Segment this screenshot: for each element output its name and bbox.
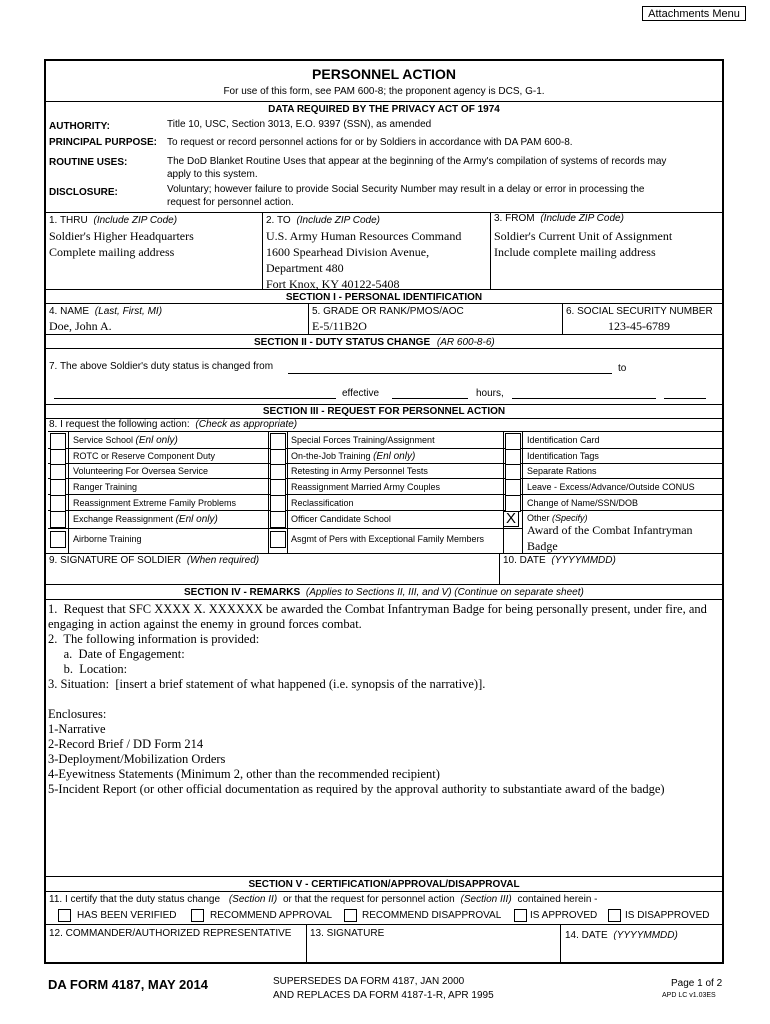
- name-hint: (Last, First, MI): [94, 306, 163, 317]
- status-to-label: to: [618, 363, 627, 374]
- from-hint: (Include ZIP Code): [540, 213, 624, 224]
- request-label: [49, 419, 297, 430]
- checkbox-ocs[interactable]: [270, 511, 286, 528]
- checkbox-recommend-approval[interactable]: [191, 909, 204, 922]
- form-number: DA FORM 4187, MAY 2014: [48, 977, 208, 992]
- reclassification-label: Reclassification: [291, 498, 354, 508]
- disclosure-text-2: request for personnel action.: [167, 197, 294, 208]
- other-line-1: Award of the Combat Infantryman: [527, 523, 693, 537]
- purpose-label: PRINCIPAL PURPOSE:: [49, 137, 157, 148]
- checkbox-disapproved[interactable]: [608, 909, 621, 922]
- purpose-text: To request or record personnel actions for or by Soldiers in accordance with DA PAM 600-8.: [167, 137, 573, 148]
- routine-text-2: apply to this system.: [167, 169, 258, 180]
- thru-hint: (Include ZIP Code): [93, 215, 178, 226]
- approved-label: IS APPROVED: [530, 910, 598, 921]
- other-line-2: Badge: [527, 539, 558, 553]
- family-problems-label: Reassignment Extreme Family Problems: [73, 498, 237, 508]
- authority-label: AUTHORITY:: [49, 121, 110, 132]
- service-school-label: Service School (Enl only): [73, 435, 178, 446]
- remarks-line-8: Enclosures:: [48, 707, 107, 721]
- version-label: APD LC v1.03ES: [662, 992, 716, 999]
- from-line-1: Soldier's Current Unit of Assignment: [494, 229, 673, 243]
- to-label-text: 2. TO: [266, 215, 291, 226]
- disapproved-label: IS DISAPPROVED: [625, 910, 710, 921]
- exchange-label: Exchange Reassignment (Enl only): [73, 514, 218, 525]
- ssn-field[interactable]: 123-45-6789: [608, 319, 670, 333]
- id-tags-label: Identification Tags: [527, 451, 599, 461]
- status-from-field[interactable]: [288, 373, 612, 374]
- recommend-approval-label: RECOMMEND APPROVAL: [210, 910, 333, 921]
- section2-title-text: SECTION II - DUTY STATUS CHANGE: [254, 337, 431, 348]
- checkbox-id-card[interactable]: [505, 433, 521, 450]
- checkbox-leave[interactable]: [505, 479, 521, 496]
- checkbox-approved[interactable]: [514, 909, 527, 922]
- remarks-field[interactable]: [46, 600, 722, 876]
- privacy-title: DATA REQUIRED BY THE PRIVACY ACT OF 1974: [268, 104, 500, 115]
- name-field[interactable]: Doe, John A.: [49, 319, 112, 333]
- id-card-label: Identification Card: [527, 435, 600, 445]
- hours-field[interactable]: [512, 398, 656, 399]
- remarks-line-10: 2-Record Brief / DD Form 214: [48, 737, 204, 751]
- to-line-1: U.S. Army Human Resources Command: [266, 229, 462, 243]
- leave-label: Leave - Excess/Advance/Outside CONUS: [527, 482, 695, 492]
- exceptional-family-label: Asgmt of Pers with Exceptional Family Members: [291, 534, 485, 544]
- name-label-text: 4. NAME: [49, 306, 90, 317]
- remarks-line-11: 3-Deployment/Mobilization Orders: [48, 752, 226, 766]
- recommend-disapproval-label: RECOMMEND DISAPPROVAL: [362, 910, 502, 921]
- signature13-field[interactable]: [310, 942, 556, 958]
- to-line-4: Fort Knox, KY 40122-5408: [266, 277, 400, 291]
- effective-date-field[interactable]: [392, 398, 468, 399]
- to-field[interactable]: [266, 228, 461, 292]
- checkbox-verified[interactable]: [58, 909, 71, 922]
- other-hint: (Specify): [552, 513, 588, 523]
- to-line-3: Department 480: [266, 261, 344, 275]
- remarks-line-6: 3. Situation: [insert a brief statement of what happened (i.e. synopsis of the narrative)].: [48, 677, 486, 691]
- verified-label: HAS BEEN VERIFIED: [77, 910, 177, 921]
- routine-text-1: The DoD Blanket Routine Uses that appear at the beginning of the Army's compilation of systems of records may: [167, 156, 667, 167]
- section5-title: SECTION V - CERTIFICATION/APPROVAL/DISAPPROVAL: [248, 879, 520, 890]
- authority-text: Title 10, USC, Section 3013, E.O. 9397 (SSN), as amended: [167, 119, 432, 130]
- ssn-label: 6. SOCIAL SECURITY NUMBER: [566, 306, 713, 317]
- checkbox-special-forces[interactable]: [270, 433, 286, 450]
- thru-field[interactable]: [49, 228, 194, 260]
- section2-title: [254, 337, 495, 348]
- date14-label: 14. DATE (YYYYMMDD): [565, 930, 678, 941]
- checkbox-reclassification[interactable]: [270, 495, 286, 512]
- date10-label: 10. DATE (YYYYMMDD): [503, 555, 616, 566]
- from-field[interactable]: [494, 228, 672, 260]
- checkbox-exceptional-family[interactable]: [270, 531, 286, 548]
- section2-hint: (AR 600-8-6): [436, 337, 495, 348]
- checkbox-exchange[interactable]: [50, 511, 66, 528]
- hours-field-extra[interactable]: [664, 398, 706, 399]
- retesting-label: Retesting in Army Personnel Tests: [291, 466, 428, 476]
- separate-rations-label: Separate Rations: [527, 466, 597, 476]
- section3-title: SECTION III - REQUEST FOR PERSONNEL ACTION: [262, 406, 506, 417]
- remarks-line-2: engaging in action against the enemy in ground forces combat.: [48, 617, 362, 631]
- remarks-line-12: 4-Eyewitness Statements (Minimum 2, other than the recommended recipient): [48, 767, 440, 781]
- other-label-text: Other: [527, 513, 550, 523]
- to-label: [266, 215, 380, 226]
- disclosure-text-1: Voluntary; however failure to provide Social Security Number may result in a delay or error in processing the: [167, 184, 645, 195]
- certify-line: 11. I certify that the duty status change (Section II) or that the request for personnel action (Section III) contained herein -: [49, 894, 598, 905]
- form-subtitle: For use of this form, see PAM 600-8; the proponent agency is DCS, G-1.: [223, 86, 545, 97]
- to-hint: (Include ZIP Code): [296, 215, 380, 226]
- checkbox-airborne[interactable]: [50, 531, 66, 548]
- date10-field[interactable]: [503, 568, 713, 582]
- request-label-text: 8. I request the following action:: [49, 419, 190, 430]
- remarks-line-13: 5-Incident Report (or other official documentation as required by the approval authority to substantiate award of the badge): [48, 782, 665, 796]
- remarks-line-1: 1. Request that SFC XXXX X. XXXXXX be awarded the Combat Infantryman Badge for being personally present, under fire, and: [48, 602, 707, 616]
- soldier-signature-field[interactable]: [49, 568, 489, 582]
- rotc-label: ROTC or Reserve Component Duty: [73, 451, 216, 461]
- checkbox-service-school[interactable]: [50, 433, 66, 450]
- name-label: [49, 306, 162, 317]
- to-line-2: 1600 Spearhead Division Avenue,: [266, 245, 430, 259]
- checkbox-married-couples[interactable]: [270, 479, 286, 496]
- from-label-text: 3. FROM: [494, 213, 535, 224]
- request-hint: (Check as appropriate): [195, 419, 298, 430]
- status-to-field[interactable]: [54, 398, 336, 399]
- commander-field[interactable]: [49, 942, 301, 958]
- ocs-label: Officer Candidate School: [291, 514, 391, 524]
- remarks-line-3: 2. The following information is provided:: [48, 632, 260, 646]
- from-label: [494, 213, 624, 224]
- remarks-line-5: b. Location:: [48, 662, 128, 676]
- effective-label: effective: [342, 388, 380, 399]
- attachments-menu-button[interactable]: Attachments Menu: [642, 6, 746, 21]
- other-specify-field[interactable]: [527, 522, 693, 554]
- supersedes-1: SUPERSEDES DA FORM 4187, JAN 2000: [273, 976, 465, 987]
- soldier-signature-label: 9. SIGNATURE OF SOLDIER (When required): [49, 555, 260, 566]
- thru-line-2: Complete mailing address: [49, 245, 175, 259]
- airborne-label: Airborne Training: [73, 534, 142, 544]
- from-line-2: Include complete mailing address: [494, 245, 656, 259]
- routine-label: ROUTINE USES:: [49, 157, 128, 168]
- supersedes-2: AND REPLACES DA FORM 4187-1-R, APR 1995: [273, 990, 494, 1001]
- section1-title: SECTION I - PERSONAL IDENTIFICATION: [285, 292, 483, 303]
- checkbox-recommend-disapproval[interactable]: [344, 909, 357, 922]
- page-number: Page 1 of 2: [671, 978, 723, 989]
- remarks-line-9: 1-Narrative: [48, 722, 106, 736]
- remarks-line-4: a. Date of Engagement:: [48, 647, 185, 661]
- date14-field[interactable]: [565, 944, 715, 958]
- oversea-label: Volunteering For Oversea Service: [73, 466, 209, 476]
- status-line-label: 7. The above Soldier's duty status is changed from: [49, 361, 274, 372]
- form-title: PERSONNEL ACTION: [312, 66, 456, 82]
- ranger-label: Ranger Training: [73, 482, 138, 492]
- checkbox-other[interactable]: X: [503, 511, 519, 527]
- change-name-label: Change of Name/SSN/DOB: [527, 498, 639, 508]
- grade-label: 5. GRADE OR RANK/PMOS/AOC: [312, 306, 464, 317]
- special-forces-label: Special Forces Training/Assignment: [291, 435, 435, 445]
- disclosure-label: DISCLOSURE:: [49, 187, 118, 198]
- thru-label: [49, 215, 177, 226]
- checkbox-family-problems[interactable]: [50, 495, 66, 512]
- section4-title: SECTION IV - REMARKS (Applies to Sections II, III, and V) (Continue on separate sheet): [184, 587, 584, 598]
- grade-field[interactable]: E-5/11B2O: [312, 319, 367, 333]
- checkbox-ranger[interactable]: [50, 479, 66, 496]
- thru-label-text: 1. THRU: [49, 215, 88, 226]
- signature13-label: 13. SIGNATURE: [310, 928, 385, 939]
- ojt-label: On-the-Job Training (Enl only): [291, 451, 416, 462]
- hours-label: hours,: [476, 388, 504, 399]
- thru-line-1: Soldier's Higher Headquarters: [49, 229, 194, 243]
- married-couples-label: Reassignment Married Army Couples: [291, 482, 441, 492]
- commander-label: 12. COMMANDER/AUTHORIZED REPRESENTATIVE: [49, 928, 292, 939]
